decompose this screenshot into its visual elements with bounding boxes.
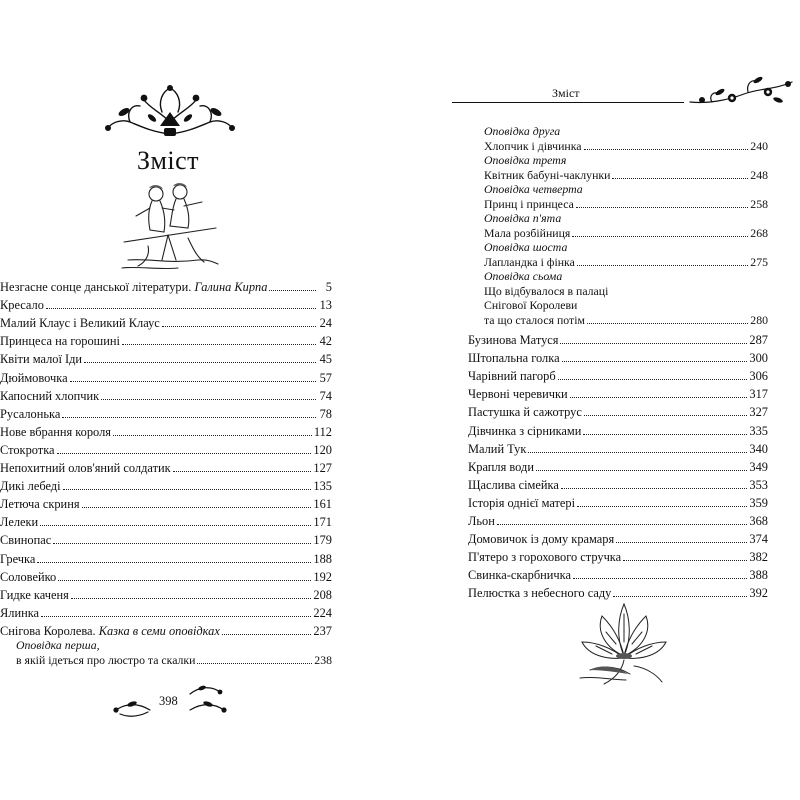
- page-number: 398: [159, 694, 178, 708]
- toc-entry[interactable]: та що сталося потім 280: [484, 313, 768, 327]
- floral-ornament-header: [688, 72, 796, 112]
- toc-entry[interactable]: Ялинка 224: [0, 605, 332, 620]
- toc-entry[interactable]: Свинка-скарбничка 388: [468, 568, 768, 583]
- toc-entry-line: Що відбувалося в палаці: [484, 283, 609, 298]
- story-heading: Оповідка сьома: [484, 269, 563, 283]
- toc-entry[interactable]: Історія однієї матері 359: [468, 495, 768, 510]
- toc-entry[interactable]: Лелеки 171: [0, 515, 332, 530]
- toc-entry[interactable]: Русалонька 78: [0, 406, 332, 421]
- floral-ornament-top: [100, 82, 240, 140]
- toc-entry[interactable]: Бузинова Матуся 287: [468, 333, 768, 348]
- toc-entry[interactable]: Свинопас 179: [0, 533, 332, 548]
- story-heading: Оповідка шоста: [484, 240, 568, 254]
- toc-list-left: [0, 276, 332, 667]
- toc-entry[interactable]: П'ятеро з горохового стручка 382: [468, 550, 768, 565]
- toc-entry[interactable]: Малий Тук 340: [468, 441, 768, 456]
- page-title: Зміст: [136, 146, 200, 175]
- toc-entry[interactable]: Пелюстка з небесного саду 392: [468, 586, 768, 601]
- toc-entry[interactable]: Малий Клаус і Великий Клаус 24: [0, 316, 332, 331]
- toc-entry[interactable]: Гидке каченя 208: [0, 587, 332, 602]
- story-heading: Оповідка четверта: [484, 182, 583, 196]
- lotus-flower-illustration: [576, 598, 672, 688]
- toc-entry[interactable]: Льон 368: [468, 514, 768, 529]
- toc-entry[interactable]: Хлопчик і дівчинка 240: [484, 139, 768, 153]
- story-heading: Оповідка п'ята: [484, 211, 562, 225]
- toc-entry[interactable]: Непохитний олов'яний солдатик 127: [0, 461, 332, 476]
- toc-entry[interactable]: Принцеса на горошині 42: [0, 334, 332, 349]
- toc-entry[interactable]: Снігова Королева. Казка в семи оповідках 237: [0, 623, 332, 638]
- toc-list-right: [468, 124, 768, 600]
- toc-entry[interactable]: Мала розбійниця 268: [484, 226, 768, 240]
- toc-entry[interactable]: Пастушка й сажотрус 327: [468, 405, 768, 420]
- header-rule: [452, 102, 684, 103]
- toc-entry[interactable]: Чарівний пагорб 306: [468, 369, 768, 384]
- children-illustration: [118, 180, 222, 272]
- story-heading: Оповідка перша,: [16, 637, 100, 652]
- toc-entry[interactable]: Квітник бабуні-чаклунки 248: [484, 168, 768, 182]
- toc-entry[interactable]: Соловейко 192: [0, 569, 332, 584]
- toc-entry[interactable]: Кресало 13: [0, 298, 332, 313]
- toc-entry[interactable]: Летюча скриня 161: [0, 497, 332, 512]
- toc-entry[interactable]: Щаслива сімейка 353: [468, 477, 768, 492]
- toc-entry[interactable]: Гречка 188: [0, 551, 332, 566]
- toc-entry[interactable]: Крапля води 349: [468, 459, 768, 474]
- toc-entry-line: Снігової Королеви: [484, 298, 578, 312]
- toc-entry[interactable]: Штопальна голка 300: [468, 351, 768, 366]
- toc-entry[interactable]: в якій ідеться про люстро та скалки 238: [16, 652, 332, 667]
- toc-entry[interactable]: Дівчинка з сірниками 335: [468, 423, 768, 438]
- toc-entry[interactable]: Нове вбрання короля 112: [0, 424, 332, 439]
- right-page: [400, 0, 800, 800]
- toc-entry[interactable]: Дюймовочка 57: [0, 370, 332, 385]
- toc-entry[interactable]: Дикі лебеді 135: [0, 479, 332, 494]
- toc-entry[interactable]: Червоні черевички 317: [468, 387, 768, 402]
- story-heading: Оповідка друга: [484, 124, 561, 138]
- toc-entry[interactable]: Капосний хлопчик 74: [0, 388, 332, 403]
- toc-entry[interactable]: Домовичок із дому крамаря 374: [468, 532, 768, 547]
- toc-entry[interactable]: Принц і принцеса 258: [484, 197, 768, 211]
- story-heading: Оповідка третя: [484, 153, 567, 167]
- toc-entry[interactable]: Квіти малої Іди 45: [0, 352, 332, 367]
- toc-entry[interactable]: Незгасне сонце данської літератури. Галина Кирпа 5: [0, 280, 332, 295]
- toc-entry[interactable]: Лапландка і фінка 275: [484, 255, 768, 269]
- running-head: Зміст: [552, 86, 580, 100]
- toc-entry[interactable]: Стокротка 120: [0, 442, 332, 457]
